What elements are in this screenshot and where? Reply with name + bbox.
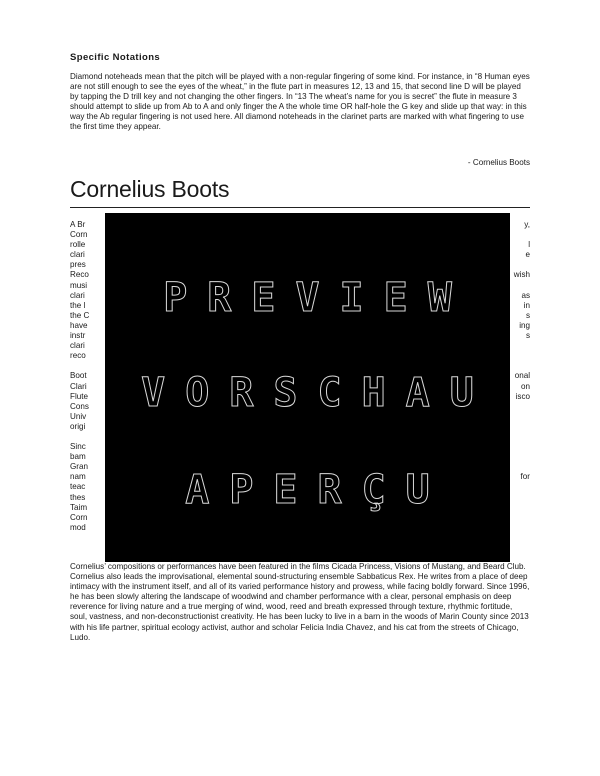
bio-line-left-fragment: Univ (70, 411, 87, 421)
preview-watermark-overlay (105, 213, 510, 562)
bio-line-left-fragment: pres (70, 260, 86, 270)
bio-line-left-fragment: bam (70, 452, 86, 462)
watermark-apercu: APERÇU (185, 467, 450, 513)
bio-line-right-fragment: in (523, 300, 530, 310)
bio-line-left-fragment: instr (70, 331, 86, 341)
bio-line-left-fragment: nam (70, 472, 86, 482)
bio-title: Cornelius Boots (70, 176, 230, 202)
bio-line-left-fragment: clari (70, 341, 85, 351)
bio-line-right-fragment: as (521, 290, 530, 300)
bio-line-left-fragment: have (70, 320, 88, 330)
bio-line-left-fragment: Sinc (70, 442, 86, 452)
bio-line-left-fragment: thes (70, 492, 86, 502)
watermark-vorschau: VORSCHAU (141, 370, 494, 416)
bio-line-left-fragment: mod (70, 522, 86, 532)
bio-line-left-fragment: the l (70, 300, 86, 310)
bio-line-left-fragment: reco (70, 351, 86, 361)
bio-line-left-fragment: A Br (70, 220, 86, 229)
bio-line-left-fragment: Clari (70, 381, 87, 391)
bio-line-right-fragment: s (525, 310, 530, 320)
watermark-preview: PREVIEW (163, 275, 472, 321)
bio-line-right-fragment: s (525, 331, 530, 341)
bio-line-right-fragment: wish (513, 270, 530, 280)
bio-line-left-fragment: teac (70, 482, 86, 492)
bio-line-right-fragment: for (520, 472, 530, 482)
bio-line-left-fragment: rolle (70, 240, 86, 250)
notations-paragraph: Diamond noteheads mean that the pitch will be played with a non-regular fingering of some kind. For instance, in “8 Human eyes are not still enough to see the eyes of the wheat,” in the flute part in measures 12, 13 and 15, that second line D will be played by tapping the D trill key and not changing the other fingers. In “13 The wheat’s name for you is secret” the flute in measure 3 should attempt to slide up from Ab to A and only finger the A the whole time OR half-hole the G key and slide up that way: in this way the Ab regular fingering is not used here. All diamond noteheads in the clarinet parts are marked with what fingering to use the first time they appear. (70, 72, 530, 132)
bio-line-right-fragment: on (520, 381, 530, 391)
title-divider (70, 207, 530, 208)
bio-line-left-fragment: Boot (70, 371, 87, 381)
bio-line-left-fragment: clari (70, 250, 85, 260)
bio-line-right-fragment: y, (524, 220, 530, 229)
bio-line-left-fragment: Taim (70, 502, 88, 512)
bio-line-left-fragment: Gran (70, 462, 88, 472)
bio-line-left-fragment: Reco (70, 270, 89, 280)
section-heading: Specific Notations (70, 52, 161, 63)
bio-line-left-fragment: the C (70, 310, 90, 320)
bio-line-left-fragment: Corn (70, 512, 88, 522)
bio-line-left-fragment: Flute (70, 391, 88, 401)
bio-line-left-fragment: clari (70, 290, 85, 300)
bio-line-left-fragment: musi (70, 280, 88, 290)
bio-line-left-fragment: origi (70, 421, 86, 431)
bio-line-right-fragment: e (525, 250, 530, 260)
bio-line-right-fragment: l (528, 240, 530, 250)
bio-line-left-fragment: Corn (70, 230, 88, 240)
bio-final-paragraph: Cornelius’ compositions or performances have been featured in the films Cicada Princess, Visions of Mustang, and Beard Club. Cornelius also leads the improvisational, elemental sound-structuring ensemble Sabbaticus Rex. He writes from a place of deep intimacy with the instrument itself, and all of its varied performance history and prowess, while facing boldly forward. Since 1996, he has been slowly altering the landscape of woodwind and chamber performance with a clear, personal emphasis on deep reverence for living nature and a true merging of wind, wood, reed and breath expressed through texture, rhythmic fortitude, soul, vastness, and non-deconstructionist creativity. He has been lucky to live in a barn in the woods of Marin County since 2013 with his life partner, spiritual ecology activist, author and scholar Felicia India Chavez, and his cat from the streets of Chicago, Ludo. (70, 562, 530, 642)
signature: - Cornelius Boots (467, 158, 530, 167)
bio-line-left-fragment: Cons (70, 401, 89, 411)
bio-line-right-fragment: isco (515, 391, 530, 401)
bio-line-right-fragment: onal (514, 371, 530, 381)
bio-line-right-fragment: ing (519, 320, 530, 330)
